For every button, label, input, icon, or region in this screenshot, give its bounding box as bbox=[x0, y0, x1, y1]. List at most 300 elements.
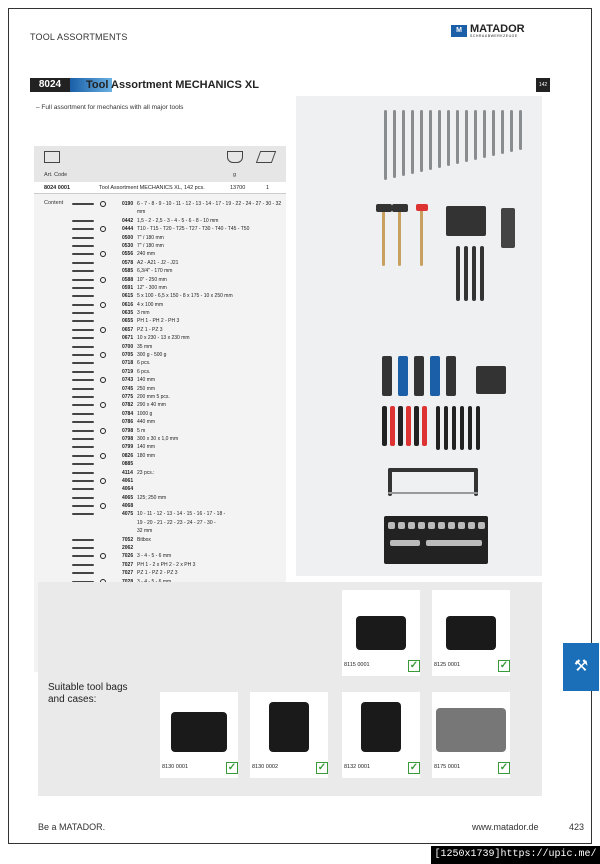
tool-graphic bbox=[388, 468, 478, 472]
item-desc: 12" - 300 mm bbox=[137, 284, 167, 291]
item-code: 0719 bbox=[122, 368, 134, 375]
tool-graphic bbox=[468, 522, 475, 529]
item-code: 0442 bbox=[122, 217, 134, 224]
bag-product[interactable] bbox=[342, 692, 420, 778]
item-code: 0700 bbox=[122, 343, 134, 350]
bag-number: 8130 0001 bbox=[162, 764, 188, 770]
list-item bbox=[34, 401, 286, 409]
item-code: 4075 bbox=[122, 511, 134, 518]
bag-number: 8125 0001 bbox=[434, 662, 460, 668]
list-item bbox=[34, 519, 286, 527]
item-code: 7052 bbox=[122, 536, 134, 543]
content-list bbox=[34, 200, 286, 603]
tool-graphic bbox=[480, 246, 484, 301]
item-code: 0705 bbox=[122, 352, 134, 359]
tool-icon bbox=[72, 262, 94, 264]
tool-graphic bbox=[420, 110, 423, 172]
product-title-bar bbox=[30, 78, 550, 92]
tool-graphic bbox=[390, 406, 395, 446]
table-row bbox=[34, 182, 286, 194]
bag-image bbox=[250, 692, 328, 758]
profile-icon bbox=[100, 478, 106, 484]
tool-graphic bbox=[398, 522, 405, 529]
item-desc: 6,3/4" - 170 mm bbox=[137, 268, 173, 275]
item-desc: PH 1 - PH 2 - PH 3 bbox=[137, 318, 180, 325]
tool-graphic bbox=[402, 110, 405, 176]
tool-graphic bbox=[438, 522, 445, 529]
scale-icon bbox=[227, 151, 243, 163]
item-desc: 10 x 230 - 13 x 230 mm bbox=[137, 335, 190, 342]
bag-number: 8132 0001 bbox=[344, 764, 370, 770]
tool-graphic bbox=[456, 110, 459, 164]
item-code: 4065 bbox=[122, 494, 134, 501]
list-item bbox=[34, 477, 286, 485]
tool-icon bbox=[72, 488, 94, 490]
bag-number: 8130 0002 bbox=[252, 764, 278, 770]
item-code: 0556 bbox=[122, 251, 134, 258]
tool-icon bbox=[72, 371, 94, 373]
list-item bbox=[34, 326, 286, 334]
tool-icon bbox=[72, 237, 94, 239]
item-desc: 1000 g bbox=[137, 410, 153, 417]
tool-icon bbox=[72, 505, 94, 507]
tool-icon bbox=[72, 295, 94, 297]
tool-graphic bbox=[388, 492, 478, 494]
item-desc: 19 - 20 - 21 - 22 - 23 - 24 - 27 - 30 - bbox=[137, 519, 216, 526]
tool-icon bbox=[72, 396, 94, 398]
bag-graphic bbox=[436, 708, 506, 752]
item-code: 0655 bbox=[122, 318, 134, 325]
tool-icon bbox=[72, 472, 94, 474]
bag-product[interactable] bbox=[342, 590, 420, 676]
item-desc: T10 - T15 - T20 - T25 - T27 - T30 - T40 - T45 - T50 bbox=[137, 226, 250, 233]
product-code: 8024 bbox=[30, 78, 70, 92]
item-code: 0784 bbox=[122, 410, 134, 417]
tool-icon bbox=[72, 228, 94, 230]
tool-graphic bbox=[430, 356, 440, 396]
list-item bbox=[34, 443, 286, 451]
item-desc: 1,5 - 2 - 2,5 - 3 - 4 - 5 - 6 - 8 - 10 mm bbox=[137, 217, 219, 224]
list-item bbox=[34, 510, 286, 518]
tool-graphic bbox=[474, 110, 477, 160]
item-desc: 290 x 40 mm bbox=[137, 402, 166, 409]
list-item bbox=[34, 485, 286, 493]
package-icon bbox=[256, 151, 276, 163]
tool-icon bbox=[72, 379, 94, 381]
list-item bbox=[34, 309, 286, 317]
item-desc: 300 x 30 x 1,0 mm bbox=[137, 435, 179, 442]
item-code: 0588 bbox=[122, 276, 134, 283]
profile-icon bbox=[100, 352, 106, 358]
tool-graphic bbox=[519, 110, 522, 150]
tool-icon bbox=[72, 329, 94, 331]
tool-graphic bbox=[382, 356, 392, 396]
tool-icon bbox=[72, 572, 94, 574]
item-code: 0585 bbox=[122, 268, 134, 275]
tool-icon bbox=[72, 430, 94, 432]
tool-graphic bbox=[393, 110, 396, 178]
list-item bbox=[34, 225, 286, 233]
profile-icon bbox=[100, 201, 106, 207]
item-code: 0775 bbox=[122, 393, 134, 400]
tool-icon bbox=[72, 497, 94, 499]
col-weight: g bbox=[233, 172, 237, 178]
item-desc: 6 pcs. bbox=[137, 368, 151, 375]
tool-icon bbox=[72, 564, 94, 566]
row-code: 8024 0001 bbox=[44, 185, 70, 191]
item-code: 0786 bbox=[122, 419, 134, 426]
tool-graphic bbox=[376, 204, 392, 212]
tool-graphic bbox=[406, 406, 411, 446]
list-item bbox=[34, 259, 286, 267]
tool-graphic bbox=[501, 110, 504, 154]
list-item bbox=[34, 376, 286, 384]
item-desc: 140 mm bbox=[137, 377, 156, 384]
tool-graphic bbox=[411, 110, 414, 174]
tool-graphic bbox=[408, 522, 415, 529]
tool-icon bbox=[72, 513, 94, 515]
item-code: 0190 bbox=[122, 201, 134, 207]
tool-icon bbox=[72, 287, 94, 289]
bag-image bbox=[432, 692, 510, 758]
tool-icon bbox=[72, 555, 94, 557]
bag-image bbox=[342, 590, 420, 656]
matador-logo bbox=[451, 24, 525, 38]
tool-icon bbox=[72, 203, 94, 205]
check-icon: ✓ bbox=[409, 660, 419, 671]
list-item bbox=[34, 292, 286, 300]
tool-graphic bbox=[382, 406, 387, 446]
list-item bbox=[34, 284, 286, 292]
tool-graphic bbox=[398, 356, 408, 396]
item-desc: PH 1 - 2 x PH 2 - 2 x PH 3 bbox=[137, 561, 196, 568]
list-item bbox=[34, 502, 286, 510]
profile-icon bbox=[100, 277, 106, 283]
list-item bbox=[34, 469, 286, 477]
check-icon: ✓ bbox=[499, 660, 509, 671]
item-desc: 3 - 4 - 5 - 6 mm bbox=[137, 553, 172, 560]
bag-graphic bbox=[361, 702, 401, 752]
item-code: 7027 bbox=[122, 561, 134, 568]
item-code: 0591 bbox=[122, 284, 134, 291]
tools-tab-icon[interactable]: ⚒ bbox=[563, 643, 599, 691]
bag-graphic bbox=[171, 712, 227, 752]
laptop-icon bbox=[44, 151, 60, 163]
tool-graphic bbox=[458, 522, 465, 529]
item-code: 0885 bbox=[122, 461, 134, 468]
tool-graphic bbox=[414, 356, 424, 396]
check-icon: ✓ bbox=[227, 762, 237, 773]
tool-icon bbox=[72, 480, 94, 482]
item-desc: 7" / 180 mm bbox=[137, 234, 164, 241]
tool-icon bbox=[72, 220, 94, 222]
list-item bbox=[34, 427, 286, 435]
tool-graphic bbox=[382, 206, 385, 266]
section-title: TOOL ASSORTMENTS bbox=[30, 32, 128, 42]
tool-assortment-image bbox=[296, 96, 542, 576]
list-item bbox=[34, 351, 286, 359]
list-item bbox=[34, 418, 286, 426]
tool-icon bbox=[72, 346, 94, 348]
item-desc: 180 mm bbox=[137, 452, 156, 459]
watermark: [1250x1739]https://upic.me/ bbox=[431, 846, 600, 864]
item-desc: 7" / 180 mm bbox=[137, 242, 164, 249]
tool-graphic bbox=[447, 110, 450, 166]
profile-icon bbox=[100, 327, 106, 333]
item-desc: 3 mm bbox=[137, 310, 150, 317]
item-code: 0782 bbox=[122, 402, 134, 409]
check-icon: ✓ bbox=[409, 762, 419, 773]
footer-url[interactable]: www.matador.de bbox=[472, 822, 539, 832]
tool-graphic bbox=[478, 522, 485, 529]
tool-graphic bbox=[426, 540, 482, 546]
tool-icon bbox=[72, 388, 94, 390]
check-icon: ✓ bbox=[499, 762, 509, 773]
list-item bbox=[34, 343, 286, 351]
list-item bbox=[34, 527, 286, 535]
list-item bbox=[34, 494, 286, 502]
list-item bbox=[34, 452, 286, 460]
bag-image bbox=[432, 590, 510, 656]
tool-icon bbox=[72, 279, 94, 281]
list-item bbox=[34, 435, 286, 443]
profile-icon bbox=[100, 453, 106, 459]
tool-icon bbox=[72, 354, 94, 356]
logo-mark: M bbox=[451, 25, 467, 37]
table-header bbox=[34, 146, 286, 182]
list-item bbox=[34, 234, 286, 242]
item-code: 0798 bbox=[122, 427, 134, 434]
tool-icon bbox=[72, 463, 94, 465]
list-item bbox=[34, 276, 286, 284]
item-code: 0657 bbox=[122, 326, 134, 333]
tool-icon bbox=[72, 438, 94, 440]
list-item bbox=[34, 242, 286, 250]
item-code: 2062 bbox=[122, 545, 134, 552]
tool-graphic bbox=[418, 522, 425, 529]
item-code: 0615 bbox=[122, 293, 134, 300]
tool-icon bbox=[72, 337, 94, 339]
tool-graphic bbox=[429, 110, 432, 170]
list-item bbox=[34, 250, 286, 258]
tool-icon bbox=[72, 320, 94, 322]
item-desc: 5 x 100 - 6,5 x 150 - 8 x 175 - 10 x 250 mm bbox=[137, 293, 233, 300]
tool-graphic bbox=[476, 406, 480, 450]
item-desc: 440 mm bbox=[137, 419, 156, 426]
item-code: 4064 bbox=[122, 486, 134, 493]
bag-graphic bbox=[356, 616, 406, 650]
list-item bbox=[34, 267, 286, 275]
tool-icon bbox=[72, 253, 94, 255]
tool-graphic bbox=[428, 522, 435, 529]
bag-number: 8115 0001 bbox=[344, 662, 370, 668]
bag-product[interactable] bbox=[432, 692, 510, 778]
item-desc: 140 mm bbox=[137, 444, 156, 451]
tool-icon bbox=[72, 413, 94, 415]
item-code: 4114 bbox=[122, 469, 133, 476]
list-item bbox=[34, 544, 286, 552]
list-item bbox=[34, 536, 286, 544]
item-desc: 4 x 100 mm bbox=[137, 301, 164, 308]
tool-graphic bbox=[446, 356, 456, 396]
item-desc: 10 - 11 - 12 - 13 - 14 - 15 - 16 - 17 - 18 - bbox=[137, 511, 226, 518]
item-code: 0745 bbox=[122, 385, 134, 392]
item-desc: PZ 1 - PZ 3 bbox=[137, 326, 163, 333]
item-code: 0798 bbox=[122, 435, 134, 442]
tool-graphic bbox=[476, 366, 506, 394]
item-desc: 300 g - 500 g bbox=[137, 352, 167, 359]
tool-icon bbox=[72, 312, 94, 314]
item-desc: 5 m bbox=[137, 427, 146, 434]
tool-graphic bbox=[456, 246, 460, 301]
tool-graphic bbox=[468, 406, 472, 450]
tool-graphic bbox=[464, 246, 468, 301]
tool-graphic bbox=[414, 406, 419, 446]
tool-graphic bbox=[501, 208, 515, 248]
logo-sub: SCHRAUBWERKZEUGE bbox=[470, 34, 518, 38]
tool-graphic bbox=[392, 204, 408, 212]
bag-graphic bbox=[446, 616, 496, 650]
check-icon: ✓ bbox=[317, 762, 327, 773]
tool-graphic bbox=[420, 206, 423, 266]
item-code: 0616 bbox=[122, 301, 134, 308]
item-desc: 6 pcs. bbox=[137, 360, 151, 367]
tool-graphic bbox=[483, 110, 486, 158]
item-desc: 32 mm bbox=[137, 528, 153, 535]
tool-graphic bbox=[388, 522, 395, 529]
list-item bbox=[34, 569, 286, 577]
list-item bbox=[34, 552, 286, 560]
logo-name: MATADOR bbox=[470, 23, 525, 35]
list-item bbox=[34, 393, 286, 401]
product-title: Tool Assortment MECHANICS XL bbox=[86, 79, 259, 91]
bag-image bbox=[342, 692, 420, 758]
tool-icon bbox=[72, 539, 94, 541]
profile-icon bbox=[100, 377, 106, 383]
tool-graphic bbox=[398, 406, 403, 446]
content-label: Content bbox=[44, 200, 64, 206]
col-art-code: Art. Code bbox=[44, 172, 68, 178]
tool-icon bbox=[72, 421, 94, 423]
list-item bbox=[34, 410, 286, 418]
list-item bbox=[34, 200, 286, 208]
list-item bbox=[34, 334, 286, 342]
profile-icon bbox=[100, 503, 106, 509]
bag-product[interactable] bbox=[432, 590, 510, 676]
tool-icon bbox=[72, 446, 94, 448]
page-number: 423 bbox=[569, 822, 585, 832]
bag-image bbox=[160, 692, 238, 758]
item-code: 0671 bbox=[122, 335, 134, 342]
profile-icon bbox=[100, 553, 106, 559]
bags-label: Suitable tool bags and cases: bbox=[48, 682, 128, 705]
list-item bbox=[34, 385, 286, 393]
profile-icon bbox=[100, 251, 106, 257]
page-badge: 142 bbox=[536, 78, 550, 92]
tool-graphic bbox=[390, 540, 420, 546]
item-code: 0826 bbox=[122, 452, 134, 459]
list-item bbox=[34, 561, 286, 569]
item-code: 0799 bbox=[122, 444, 134, 451]
tool-graphic bbox=[422, 406, 427, 446]
list-item bbox=[34, 217, 286, 225]
tool-graphic bbox=[436, 406, 440, 450]
item-code: 0500 bbox=[122, 234, 134, 241]
bag-product[interactable] bbox=[250, 692, 328, 778]
profile-icon bbox=[100, 428, 106, 434]
tool-icon bbox=[72, 455, 94, 457]
item-code: 7027 bbox=[122, 570, 134, 577]
tool-graphic bbox=[448, 522, 455, 529]
feature-bullet: – Full assortment for mechanics with all major tools bbox=[36, 104, 184, 111]
profile-icon bbox=[100, 226, 106, 232]
tool-icon bbox=[72, 404, 94, 406]
item-desc: 6 - 7 - 8 - 9 - 10 - 11 - 12 - 13 - 14 - 17 - 19 - 22 - 24 - 27 - 30 - 32 bbox=[137, 201, 282, 207]
tool-graphic bbox=[446, 206, 486, 236]
tool-icon bbox=[72, 270, 94, 272]
tool-graphic bbox=[460, 406, 464, 450]
item-code: 0530 bbox=[122, 242, 134, 249]
tool-graphic bbox=[472, 246, 476, 301]
list-item bbox=[34, 317, 286, 325]
list-item bbox=[34, 359, 286, 367]
list-item bbox=[34, 460, 286, 468]
tool-graphic bbox=[398, 206, 401, 266]
tool-graphic bbox=[465, 110, 468, 162]
bag-product[interactable] bbox=[160, 692, 238, 778]
item-code: 0635 bbox=[122, 310, 134, 317]
tool-icon bbox=[72, 362, 94, 364]
tool-graphic bbox=[416, 204, 428, 211]
row-qty: 1 bbox=[266, 185, 270, 191]
item-desc: 35 mm bbox=[137, 343, 153, 350]
item-desc: mm bbox=[137, 209, 146, 216]
item-desc: 240 mm bbox=[137, 251, 156, 258]
tool-graphic bbox=[492, 110, 495, 156]
item-desc: 125; 250 mm bbox=[137, 494, 167, 501]
tool-graphic bbox=[438, 110, 441, 168]
list-item bbox=[34, 208, 286, 216]
tool-graphic bbox=[444, 406, 448, 450]
item-desc: PZ 1 - PZ 2 - PZ 3 bbox=[137, 570, 178, 577]
item-desc: 250 mm bbox=[137, 385, 156, 392]
item-desc: 200 mm 5 pcs. bbox=[137, 393, 170, 400]
item-code: 0743 bbox=[122, 377, 134, 384]
item-code: 4068 bbox=[122, 503, 134, 510]
tool-graphic bbox=[510, 110, 513, 152]
item-desc: 23 pcs.: bbox=[137, 469, 155, 476]
list-item bbox=[34, 368, 286, 376]
item-code: 0444 bbox=[122, 226, 134, 233]
tool-icon bbox=[72, 245, 94, 247]
row-weight: 13700 bbox=[230, 185, 246, 191]
item-code: 0718 bbox=[122, 360, 134, 367]
item-desc: Bitbox bbox=[137, 536, 151, 543]
tool-graphic bbox=[452, 406, 456, 450]
item-desc: A2 - A21 - J2 - J21 bbox=[137, 259, 179, 266]
row-desc: Tool Assortment MECHANICS XL, 142 pcs. bbox=[99, 185, 205, 191]
tool-icon bbox=[72, 304, 94, 306]
item-code: 7026 bbox=[122, 553, 134, 560]
bag-number: 8175 0001 bbox=[434, 764, 460, 770]
profile-icon bbox=[100, 302, 106, 308]
profile-icon bbox=[100, 402, 106, 408]
tool-graphic bbox=[384, 110, 387, 180]
item-desc: 10" - 250 mm bbox=[137, 276, 167, 283]
item-code: 4061 bbox=[122, 477, 134, 484]
tool-icon bbox=[72, 547, 94, 549]
item-code: 0578 bbox=[122, 259, 134, 266]
